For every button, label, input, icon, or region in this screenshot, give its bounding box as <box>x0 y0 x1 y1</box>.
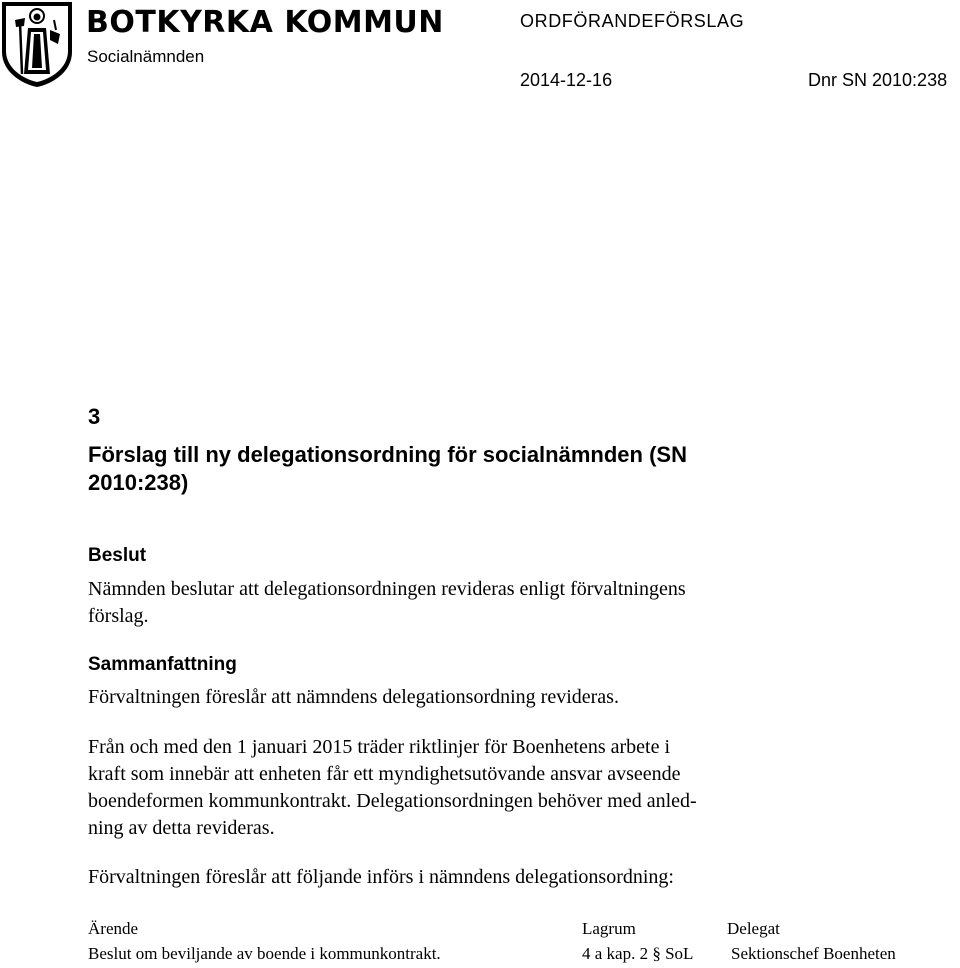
registration-number: Dnr SN 2010:238 <box>808 70 948 90</box>
sammanfattning-line-6: Förvaltningen föreslår att följande införs i nämndens delegationsordning: <box>88 866 674 888</box>
sammanfattning-line-1: Förvaltningen föreslår att nämndens delegationsordning revideras. <box>88 686 619 708</box>
beslut-heading: Beslut <box>88 545 147 566</box>
table-cell-lagrum: 4 a kap. 2 § SoL <box>582 944 694 963</box>
document-type: ORDFÖRANDEFÖRSLAG <box>520 11 745 31</box>
sammanfattning-line-2: Från och med den 1 januari 2015 träder riktlinjer för Boenhetens arbete i <box>88 736 671 758</box>
item-title-line-1: Förslag till ny delegationsordning för socialnämnden (SN <box>88 442 687 467</box>
sammanfattning-line-4: boendeformen kommunkontrakt. Delegationsordningen behöver med anled- <box>88 790 697 812</box>
item-title-line-2: 2010:238) <box>88 470 189 495</box>
organization-name: BOTKYRKA KOMMUN <box>86 5 444 40</box>
document-date: 2014-12-16 <box>520 70 613 90</box>
table-cell-arende: Beslut om beviljande av boende i kommunkontrakt. <box>88 944 441 963</box>
coat-of-arms-icon <box>0 0 74 88</box>
table-header-lagrum: Lagrum <box>582 919 636 938</box>
beslut-text-line-1: Nämnden beslutar att delegationsordningen revideras enligt förvaltningens <box>88 578 686 600</box>
sammanfattning-heading: Sammanfattning <box>88 654 237 675</box>
table-header-delegat: Delegat <box>727 919 780 938</box>
department-name: Socialnämnden <box>87 47 205 66</box>
sammanfattning-line-5: ning av detta revideras. <box>88 817 275 839</box>
sammanfattning-line-3: kraft som innebär att enheten får ett myndighetsutövande ansvar avseende <box>88 763 681 785</box>
item-number: 3 <box>88 404 101 429</box>
beslut-text-line-2: förslag. <box>88 605 149 627</box>
table-cell-delegat: Sektionschef Boenheten <box>731 944 896 963</box>
table-header-arende: Ärende <box>88 919 139 938</box>
